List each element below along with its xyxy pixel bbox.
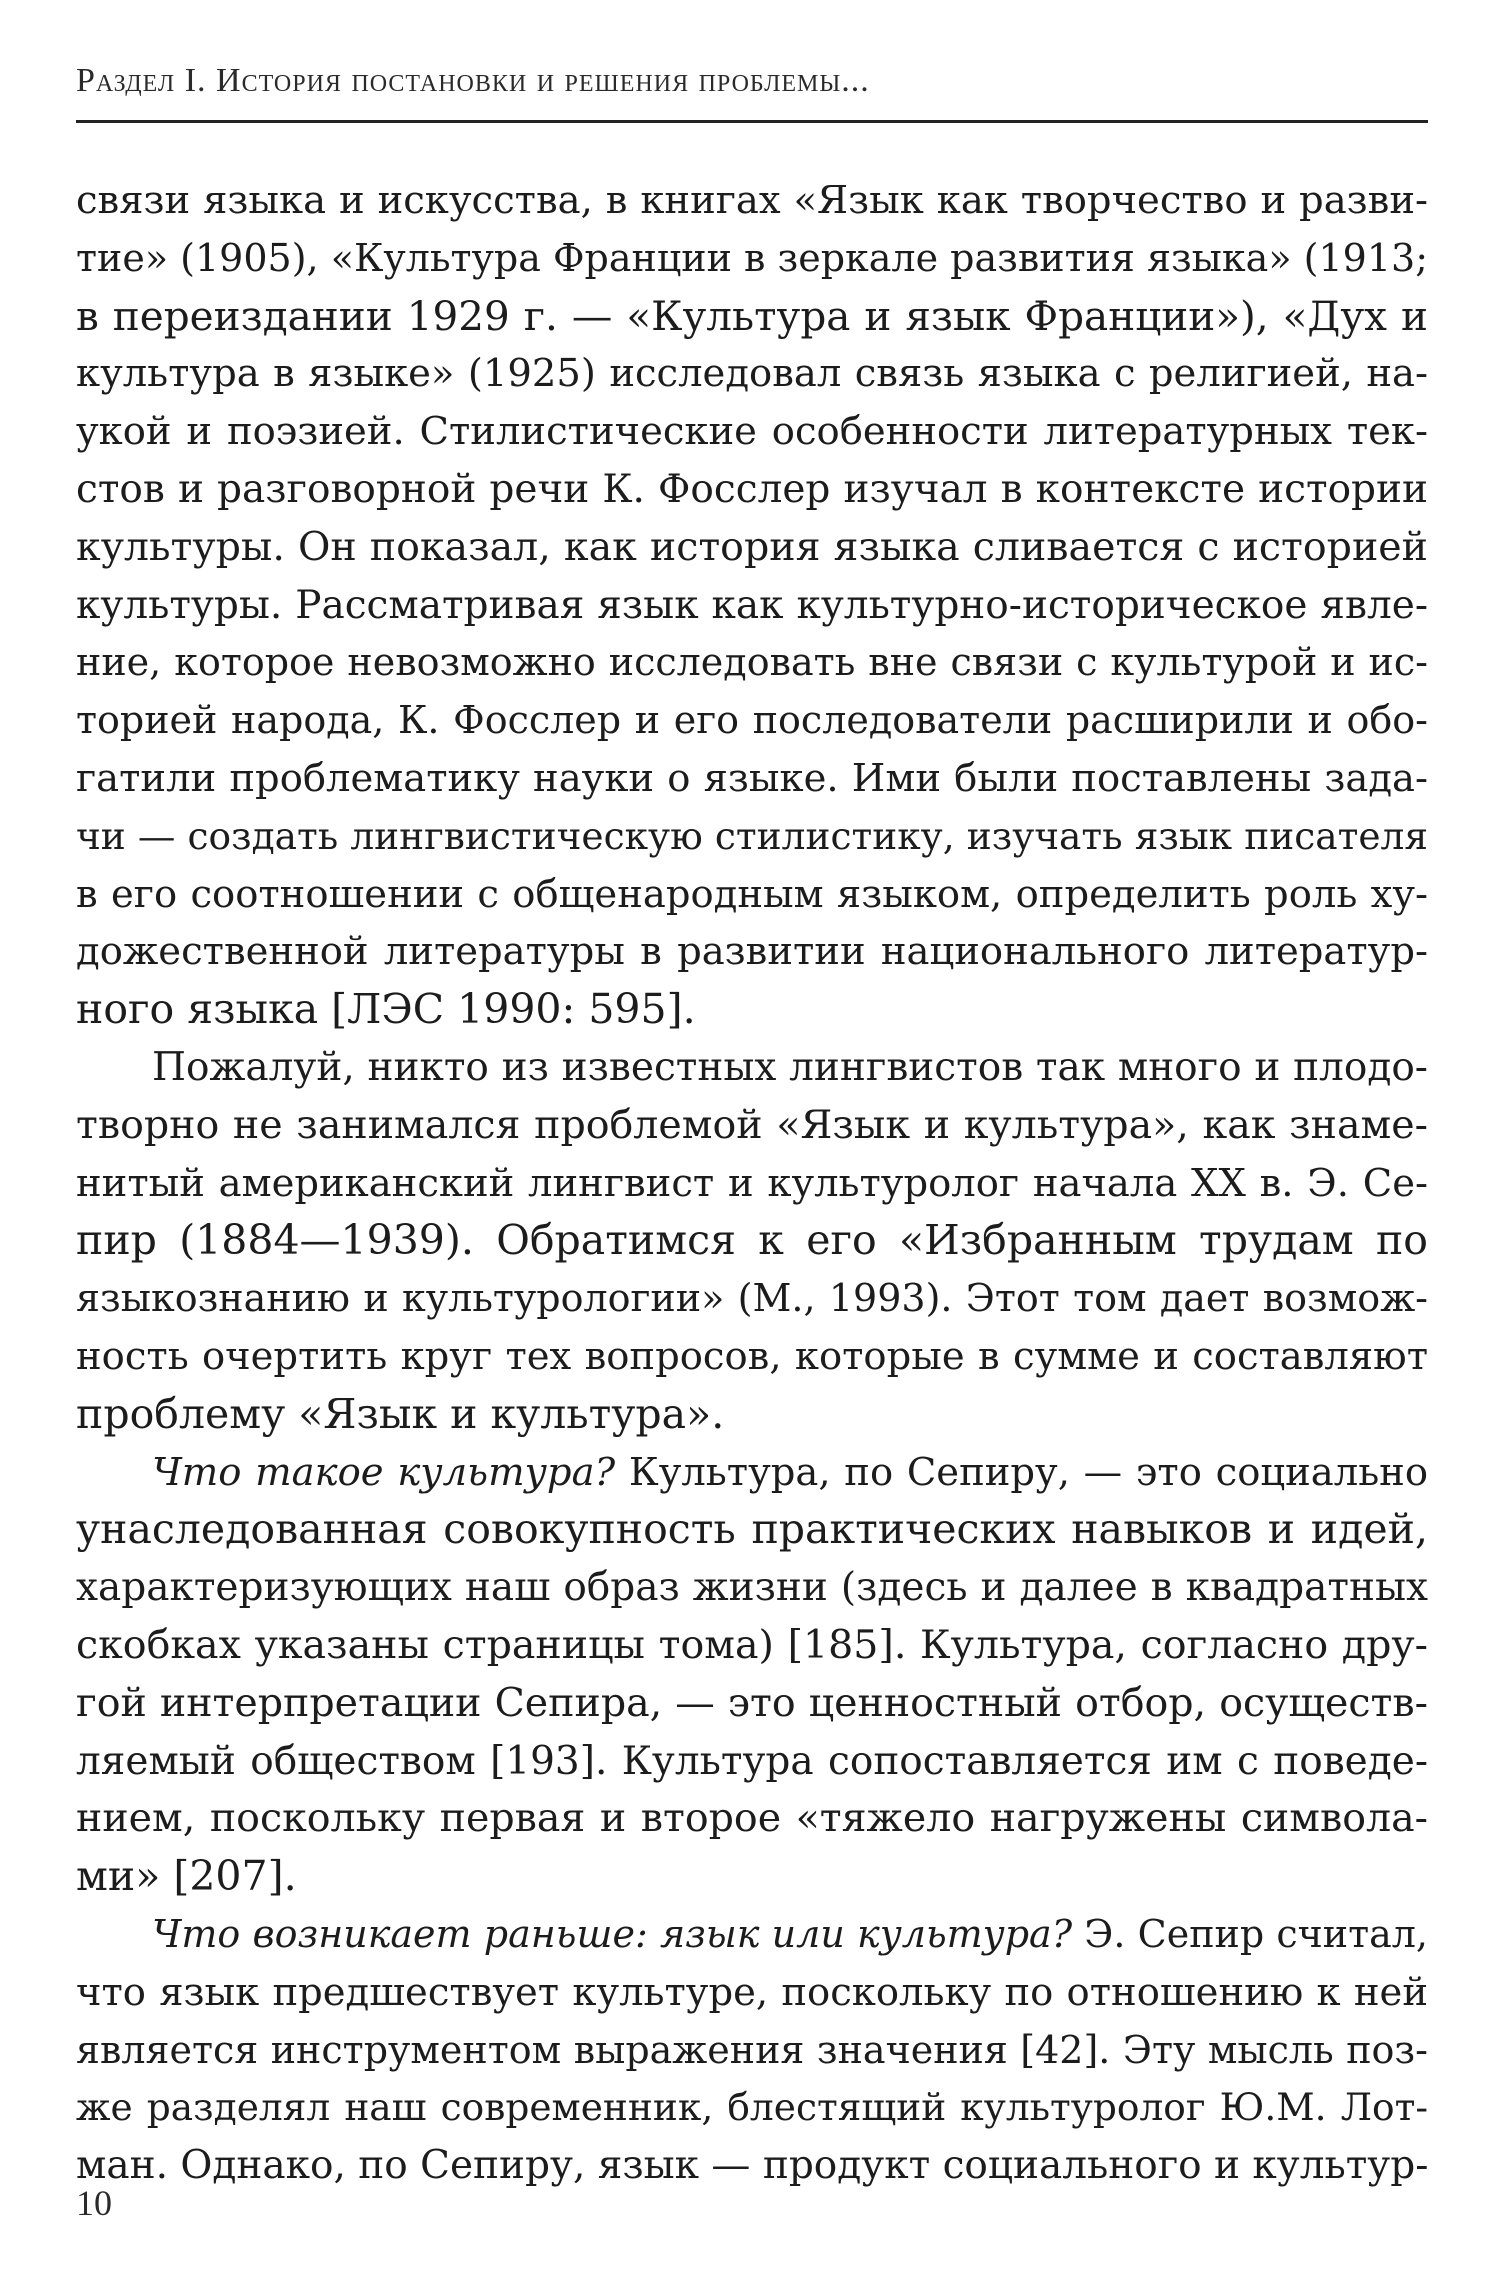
text-line (76, 519, 1428, 577)
text-segment: связи языка и искусства, в книгах «Язык как творчество и разви- (76, 178, 1428, 223)
running-header: Раздел I. История постановки и решения проблемы... (76, 62, 870, 99)
text-line (76, 1964, 1428, 2022)
text-segment: чи — создать лингвистическую стилистику, изучать язык писателя (76, 813, 1428, 858)
text-line (76, 1270, 1428, 1328)
text-segment: ляемый обществом [193]. Культура сопоставляется им с поведе- (76, 1738, 1428, 1784)
text-line (76, 1906, 1428, 1964)
text-line (76, 1790, 1428, 1848)
text-segment: торией народа, К. Фосслер и его последователи расширили и обо- (76, 698, 1428, 743)
text-segment: стов и разговорной речи К. Фосслер изучал в контексте истории (76, 466, 1428, 512)
text-segment: укой и поэзией. Стилистические особенности литературных тек- (76, 409, 1428, 455)
text-segment: является инструментом выражения значения [42]. Эту мысль поз- (76, 2027, 1428, 2072)
text-line (76, 923, 1428, 981)
text-line (76, 2137, 1428, 2195)
text-segment: ми» [207]. (76, 1852, 297, 1901)
text-line (76, 288, 1428, 346)
text-segment: в его соотношении с общенародным языком, определить роль ху- (76, 871, 1428, 917)
text-line (76, 1155, 1428, 1213)
text-line (76, 2022, 1428, 2080)
text-line (76, 1212, 1428, 1270)
text-line (76, 1386, 1428, 1444)
text-line (76, 230, 1428, 288)
text-line (76, 981, 1428, 1039)
text-segment: скобках указаны страницы тома) [185]. Культура, согласно дру- (76, 1621, 1428, 1668)
text-line (76, 1733, 1428, 1791)
text-segment: же разделял наш современник, блестящий культуролог Ю.М. Лот- (76, 2085, 1428, 2130)
text-segment: нием, поскольку первая и второе «тяжело нагружены символа- (76, 1795, 1428, 1842)
text-segment: Э. Сепир считал, (1072, 1911, 1428, 1956)
text-line (76, 1501, 1428, 1559)
text-segment: культуры. Он показал, как история языка сливается с историей (76, 523, 1428, 570)
text-line (76, 1675, 1428, 1733)
page-number: 10 (76, 2183, 112, 2223)
text-line (76, 461, 1428, 519)
text-segment: творно не занимался проблемой «Язык и культура», как знаме- (76, 1101, 1428, 1148)
text-segment: нитый американский лингвист и культуролог начала XX в. Э. Се- (76, 1160, 1428, 1206)
text-segment: Пожалуй, никто из известных лингвистов так много и плодо- (152, 1044, 1428, 1090)
text-line (76, 577, 1428, 635)
text-line (76, 172, 1428, 230)
text-line (76, 866, 1428, 924)
text-line (76, 750, 1428, 808)
text-segment: гой интерпретации Сепира, — это ценностный отбор, осуществ- (76, 1679, 1428, 1726)
text-segment: характеризующих наш образ жизни (здесь и далее в квадратных (76, 1565, 1428, 1611)
text-segment: ность очертить круг тех вопросов, которые в сумме и составляют (76, 1333, 1428, 1379)
text-line (76, 1328, 1428, 1386)
header-rule (76, 120, 1428, 123)
text-line (76, 403, 1428, 461)
text-segment: проблему «Язык и культура». (76, 1389, 725, 1438)
text-line (76, 1444, 1428, 1502)
body-text (76, 172, 1428, 2195)
text-line (76, 345, 1428, 403)
text-line (76, 808, 1428, 866)
text-line (76, 692, 1428, 750)
text-segment: пир (1884—1939). Обратимся к его «Избранным трудам по (76, 1216, 1428, 1265)
text-segment: что язык предшествует культуре, поскольку по отношению к ней (76, 1969, 1428, 2015)
text-segment: ман. Однако, по Сепиру, язык — продукт социального и культур- (76, 2143, 1428, 2189)
text-line (76, 1848, 1428, 1906)
text-segment: Культура, по Сепиру, — это социально (615, 1449, 1428, 1495)
italic-question: Что возникает раньше: язык или культура? (152, 1911, 1073, 1956)
italic-question: Что такое культура? (152, 1449, 616, 1495)
text-segment: унаследованная совокупность практических навыков и идей, (76, 1505, 1428, 1554)
text-segment: ние, которое невозможно исследовать вне связи с культурой и ис- (76, 640, 1428, 685)
text-line (76, 1097, 1428, 1155)
text-segment: языкознанию и культурологии» (М., 1993). Этот том дает возмож- (76, 1276, 1428, 1321)
text-line (76, 2079, 1428, 2137)
text-line (76, 1559, 1428, 1617)
text-line (76, 1617, 1428, 1675)
text-segment: культура в языке» (1925) исследовал связь языка с религией, на- (76, 351, 1428, 397)
text-segment: в переиздании 1929 г. — «Культура и язык Франции»), «Дух и (76, 291, 1428, 340)
text-segment: ного языка [ЛЭС 1990: 595]. (76, 985, 696, 1034)
text-segment: культуры. Рассматривая язык как культурно-историческое явле- (76, 582, 1428, 628)
text-segment: тие» (1905), «Культура Франции в зеркале развития языка» (1913; (76, 235, 1428, 280)
text-segment: гатили проблематику науки о языке. Ими были поставлены зада- (76, 755, 1428, 801)
text-segment: дожественной литературы в развитии национального литератур- (76, 929, 1428, 975)
text-line (76, 634, 1428, 692)
text-line (76, 1039, 1428, 1097)
